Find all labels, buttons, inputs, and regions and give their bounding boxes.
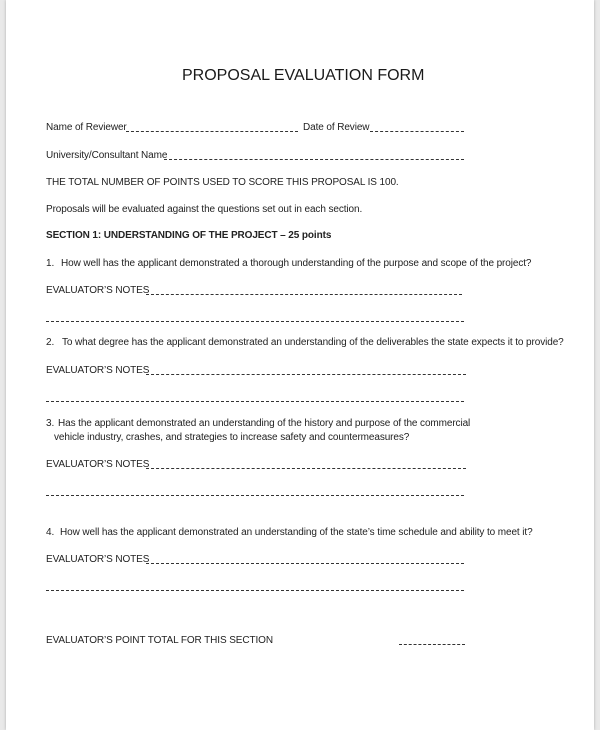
question-2-number: 2. [46,337,55,348]
question-2-notes-line-2[interactable] [46,401,464,402]
question-1-number: 1. [46,258,55,269]
evaluation-text: Proposals will be evaluated against the questions set out in each section. [46,204,363,215]
question-1-text: How well has the applicant demonstrated a thorough understanding of the purpose and scope of the project? [61,258,532,269]
question-3-number: 3. [46,418,55,429]
question-4-notes-line-2[interactable] [46,590,464,591]
question-1-notes-line-2[interactable] [46,321,464,322]
date-label: Date of Review [303,122,370,133]
question-3-notes-label: EVALUATOR’S NOTES [46,459,150,470]
question-3-text: Has the applicant demonstrated an understanding of the history and purpose of the commercial [58,418,471,429]
question-1-notes-label: EVALUATOR’S NOTES [46,285,150,296]
university-name-field[interactable] [164,159,464,160]
page-title: PROPOSAL EVALUATION FORM [182,67,425,84]
question-4-number: 4. [46,527,55,538]
question-2-notes-label: EVALUATOR’S NOTES [46,365,150,376]
reviewer-name-field[interactable] [126,131,298,132]
question-4-notes-line-1[interactable] [146,563,464,564]
university-label: University/Consultant Name [46,150,168,161]
question-2-text: To what degree has the applicant demonstrated an understanding of the deliverables the state expects it to provide? [62,337,564,348]
total-points-text: THE TOTAL NUMBER OF POINTS USED TO SCORE THIS PROPOSAL IS 100. [46,177,399,188]
question-3-notes-line-2[interactable] [46,495,464,496]
review-date-field[interactable] [370,131,464,132]
question-1-notes-line-1[interactable] [146,294,462,295]
form-page [6,0,594,730]
question-3-notes-line-1[interactable] [146,468,466,469]
question-2-notes-line-1[interactable] [146,374,466,375]
reviewer-label: Name of Reviewer [46,122,127,133]
question-3-text-line-2: vehicle industry, crashes, and strategies to increase safety and countermeasures? [54,432,410,443]
section-total-label: EVALUATOR’S POINT TOTAL FOR THIS SECTION [46,635,273,646]
section-total-field[interactable] [399,644,465,645]
question-4-text: How well has the applicant demonstrated an understanding of the state’s time schedule and ability to meet it? [60,527,533,538]
question-4-notes-label: EVALUATOR’S NOTES [46,554,150,565]
section-heading: SECTION 1: UNDERSTANDING OF THE PROJECT – 25 points [46,230,332,241]
